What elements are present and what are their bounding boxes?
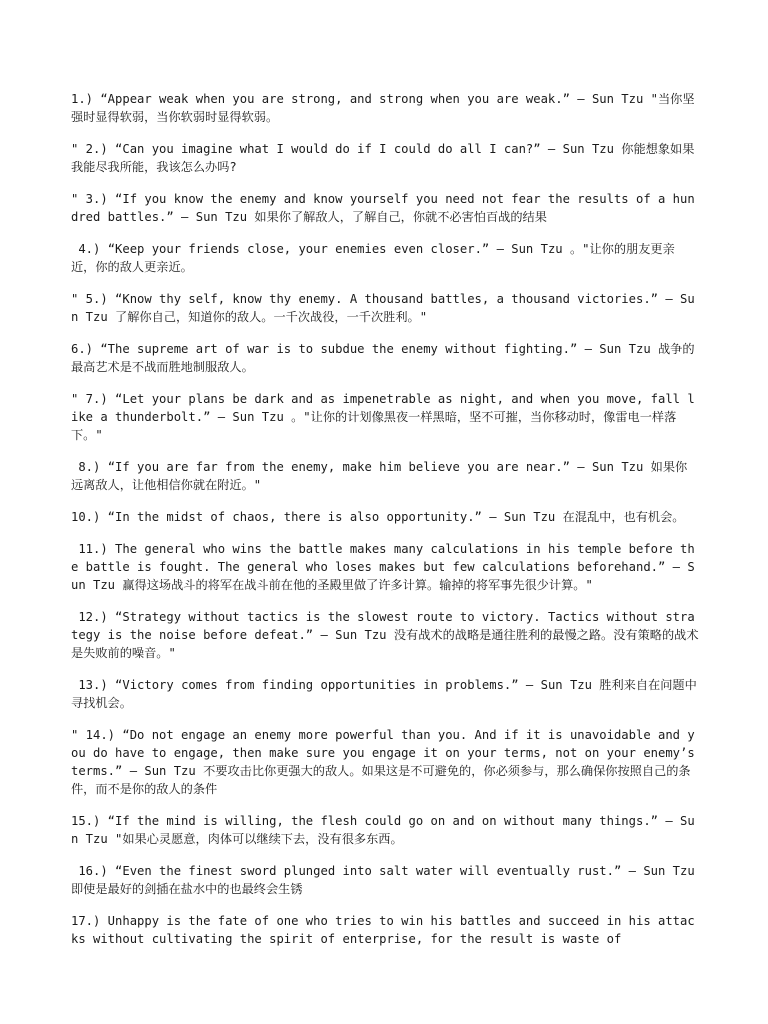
document-page (71, 90, 703, 962)
quote-paragraph-4: 4.) “Keep your friends close, your enemies even closer.” – Sun Tzu 。"让你的朋友更亲近，你的敌人更亲近。 (71, 242, 675, 274)
quote-paragraph-3: " 3.) “If you know the enemy and know yourself you need not fear the results of a hundred battles.” – Sun Tzu 如果你了解敌人，了解自己，你就不必害怕百战的结果 (71, 192, 695, 224)
quote-paragraph-16: 16.) “Even the finest sword plunged into salt water will eventually rust.” – Sun Tzu 即使是最好的剑插在盐水中的也最终会生锈 (71, 864, 703, 896)
quote-paragraph-5: " 5.) “Know thy self, know thy enemy. A thousand battles, a thousand victories.” – Sun Tzu 了解你自己，知道你的敌人。一千次战役，一千次胜利。" (71, 292, 695, 324)
quote-paragraph-7: " 7.) “Let your plans be dark and as impenetrable as night, and when you move, fall like a thunderbolt.” – Sun Tzu 。"让你的计划像黑夜一样黑暗，坚不可摧，当你移动时，像雷电一样落下。" (71, 392, 695, 442)
quote-paragraph-14: " 14.) “Do not engage an enemy more powerful than you. And if it is unavoidable and you do have to engage, then make sure you engage it on your terms, not on your enemy’s terms.” – Sun Tzu 不要攻击比你更强大的敌人。如果这是不可避免的，你必须参与，那么确保你按照自己的条件，而不是你的敌人的条件 (71, 728, 703, 796)
quote-paragraph-12: 12.) “Strategy without tactics is the slowest route to victory. Tactics without strategy is the noise before defeat.” – Sun Tzu 没有战术的战略是通往胜利的最慢之路。没有策略的战术是失败前的噪音。" (71, 610, 699, 660)
quote-paragraph-2: " 2.) “Can you imagine what I would do if I could do all I can?” – Sun Tzu 你能想象如果我能尽我所能，我该怎么办吗? (71, 142, 695, 174)
quote-paragraph-13: 13.) “Victory comes from finding opportunities in problems.” – Sun Tzu 胜利来自在问题中寻找机会。 (71, 678, 697, 710)
quote-paragraph-11: 11.) The general who wins the battle makes many calculations in his temple before the battle is fought. The general who loses makes but few calculations beforehand.” – Sun Tzu 赢得这场战斗的将军在战斗前在他的圣殿里做了许多计算。输掉的将军事先很少计算。" (71, 542, 695, 592)
quote-paragraph-8: 8.) “If you are far from the enemy, make him believe you are near.” – Sun Tzu 如果你远离敌人，让他相信你就在附近。" (71, 460, 688, 492)
quote-paragraph-1: 1.) “Appear weak when you are strong, and strong when you are weak.” – Sun Tzu "当你坚强时显得软弱，当你软弱时显得软弱。 (71, 92, 695, 124)
quote-paragraph-15: 15.) “If the mind is willing, the flesh could go on and on without many things.” – Sun Tzu "如果心灵愿意，肉体可以继续下去，没有很多东西。 (71, 814, 695, 846)
quote-paragraph-6: 6.) “The supreme art of war is to subdue the enemy without fighting.” – Sun Tzu 战争的最高艺术是不战而胜地制服敌人。 (71, 342, 695, 374)
quote-paragraph-10: 10.) “In the midst of chaos, there is also opportunity.” – Sun Tzu 在混乱中，也有机会。 (71, 510, 685, 524)
quote-paragraph-17: 17.) Unhappy is the fate of one who tries to win his battles and succeed in his attacks without cultivating the spirit of enterprise, for the result is waste of (71, 914, 695, 946)
